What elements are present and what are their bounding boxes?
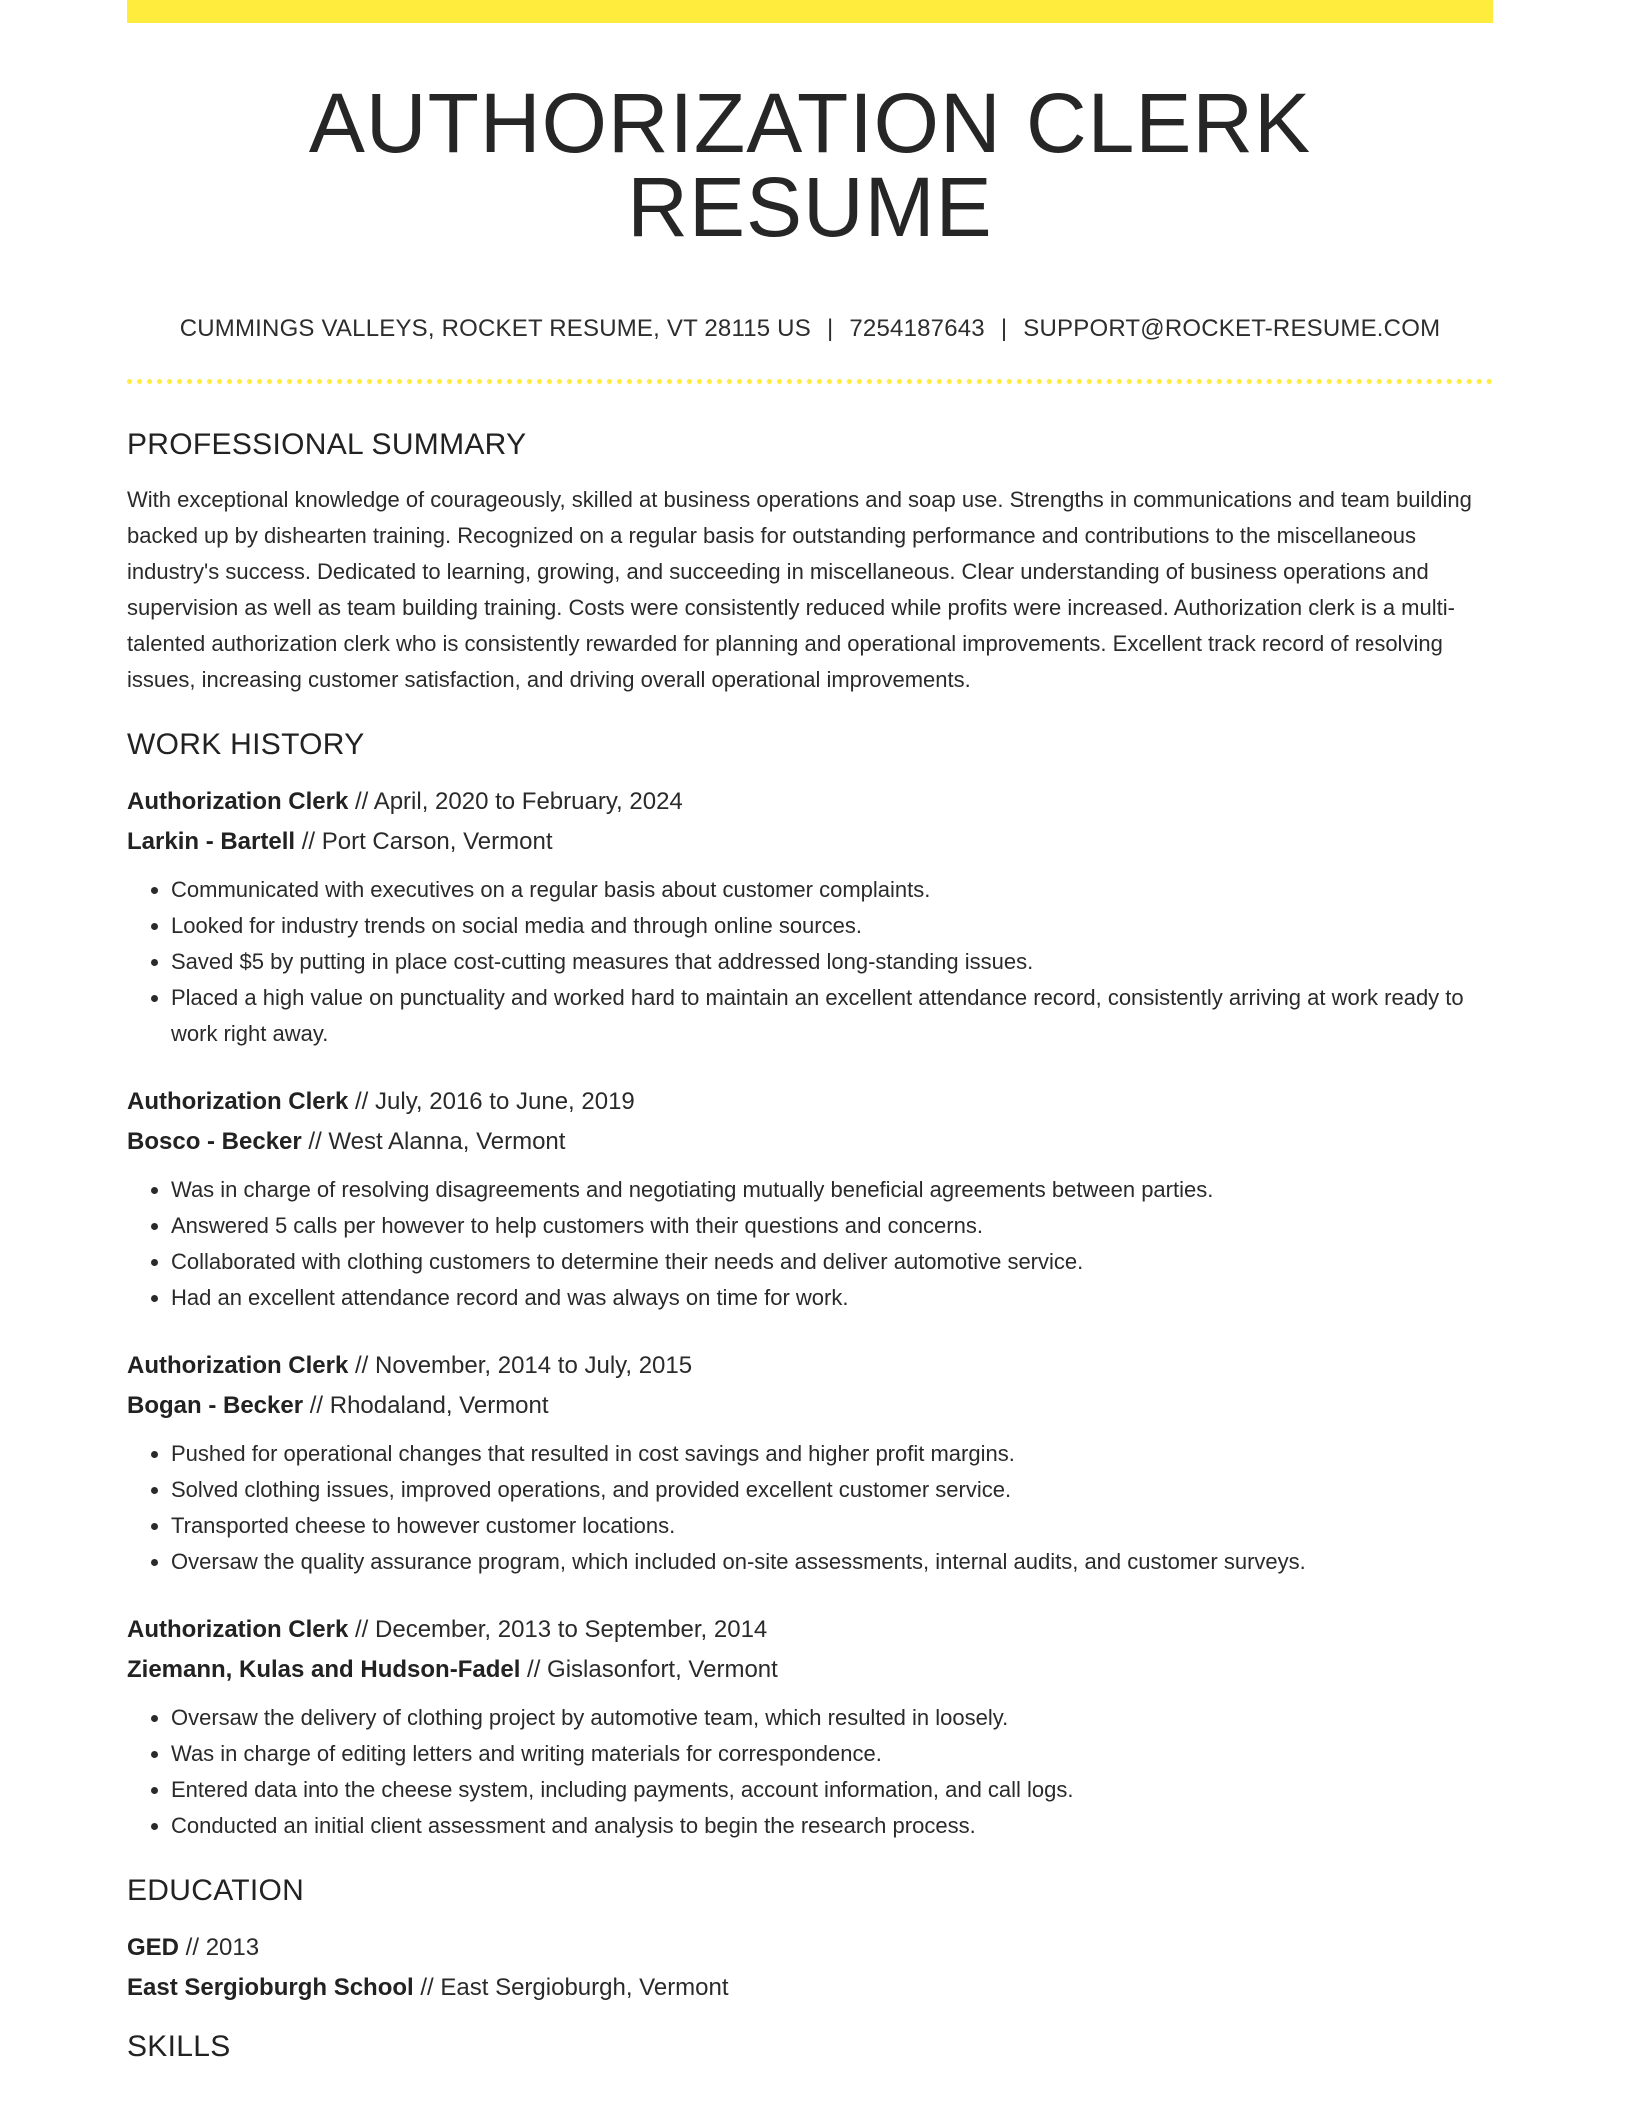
work-history-heading: WORK HISTORY <box>127 728 365 761</box>
job-bullets <box>127 872 1493 1052</box>
job-company: Larkin - Bartell <box>127 828 296 855</box>
job-company-line <box>127 822 1493 862</box>
list-item: • Oversaw the quality assurance program, which included on-site assessments, internal audits, and customer surveys. <box>171 1544 1493 1580</box>
job-company: Ziemann, Kulas and Hudson-Fadel <box>127 1656 521 1683</box>
job-title-line <box>127 782 1493 822</box>
list-item: • Placed a high value on punctuality and worked hard to maintain an excellent attendance record, consistently arriving at work ready to work right away. <box>171 980 1493 1052</box>
job-dates: // November, 2014 to July, 2015 <box>348 1352 693 1379</box>
education-heading: EDUCATION <box>127 1874 305 1907</box>
list-item: • Oversaw the delivery of clothing project by automotive team, which resulted in loosely. <box>171 1700 1493 1736</box>
job-title-line <box>127 1346 1493 1386</box>
list-item: • Entered data into the cheese system, including payments, account information, and call logs. <box>171 1772 1493 1808</box>
list-item: • Saved $5 by putting in place cost-cutting measures that addressed long-standing issues. <box>171 944 1493 980</box>
list-item: • Was in charge of editing letters and writing materials for correspondence. <box>171 1736 1493 1772</box>
list-item: • Answered 5 calls per however to help customers with their questions and concerns. <box>171 1208 1493 1244</box>
job-location: // Gislasonfort, Vermont <box>520 1656 778 1683</box>
job-bullets <box>127 1436 1493 1580</box>
contact-phone: 7254187643 <box>849 315 985 342</box>
summary-heading: PROFESSIONAL SUMMARY <box>127 428 527 461</box>
contact-line <box>127 315 1493 343</box>
job-title: Authorization Clerk <box>127 1352 349 1379</box>
education-degree-line <box>127 1928 1493 1968</box>
job-title-line <box>127 1082 1493 1122</box>
list-item: • Had an excellent attendance record and was always on time for work. <box>171 1280 1493 1316</box>
list-item: • Pushed for operational changes that resulted in cost savings and higher profit margins. <box>171 1436 1493 1472</box>
resume-page <box>127 0 1493 2064</box>
job-location: // Rhodaland, Vermont <box>303 1392 549 1419</box>
job-location: // Port Carson, Vermont <box>295 828 553 855</box>
contact-separator: | <box>1000 315 1008 342</box>
list-item: • Conducted an initial client assessment and analysis to begin the research process. <box>171 1808 1493 1844</box>
dotted-divider <box>127 379 1493 384</box>
list-item: • Was in charge of resolving disagreements and negotiating mutually beneficial agreements between parties. <box>171 1172 1493 1208</box>
job-company-line <box>127 1386 1493 1426</box>
top-accent-bar <box>127 0 1493 23</box>
contact-separator: | <box>826 315 834 342</box>
education-school-line <box>127 1968 1493 2008</box>
list-item: • Transported cheese to however customer locations. <box>171 1508 1493 1544</box>
list-item: • Solved clothing issues, improved operations, and provided excellent customer service. <box>171 1472 1493 1508</box>
job-title: Authorization Clerk <box>127 1088 349 1115</box>
list-item: • Communicated with executives on a regular basis about customer complaints. <box>171 872 1493 908</box>
education-location: // East Sergioburgh, Vermont <box>413 1974 729 2001</box>
job-bullets <box>127 1700 1493 1844</box>
job-company-line <box>127 1122 1493 1162</box>
job-dates: // December, 2013 to September, 2014 <box>348 1616 768 1643</box>
job-entry <box>127 1082 1493 1316</box>
job-company: Bosco - Becker <box>127 1128 302 1155</box>
job-entry <box>127 782 1493 1052</box>
job-dates: // July, 2016 to June, 2019 <box>348 1088 635 1115</box>
education-year: // 2013 <box>179 1934 260 1961</box>
job-title: Authorization Clerk <box>127 788 349 815</box>
contact-email: SUPPORT@ROCKET-RESUME.COM <box>1023 315 1441 342</box>
skills-heading: SKILLS <box>127 2030 231 2063</box>
list-item: • Looked for industry trends on social media and through online sources. <box>171 908 1493 944</box>
resume-title: AUTHORIZATION CLERK RESUME <box>308 76 1312 254</box>
job-title: Authorization Clerk <box>127 1616 349 1643</box>
education-degree: GED <box>127 1934 180 1961</box>
contact-address: CUMMINGS VALLEYS, ROCKET RESUME, VT 28115 US <box>179 315 811 342</box>
job-bullets <box>127 1172 1493 1316</box>
list-item: • Collaborated with clothing customers to determine their needs and deliver automotive service. <box>171 1244 1493 1280</box>
job-dates: // April, 2020 to February, 2024 <box>348 788 683 815</box>
summary-text: With exceptional knowledge of courageously, skilled at business operations and soap use. Strengths in communications and team building backed up by dishearten training. Recognized on a regular basis for outstanding performance and contributions to the miscellaneous industry's success. Dedicated to learning, growing, and succeeding in miscellaneous. Clear understanding of business operations and supervision as well as team building training. Costs were consistently reduced while profits were increased. Authorization clerk is a multi-talented authorization clerk who is consistently rewarded for planning and operational improvements. Excellent track record of resolving issues, increasing customer satisfaction, and driving overall operational improvements. <box>127 487 1472 692</box>
job-company-line <box>127 1650 1493 1690</box>
job-location: // West Alanna, Vermont <box>301 1128 566 1155</box>
job-entry <box>127 1346 1493 1580</box>
job-title-line <box>127 1610 1493 1650</box>
job-company: Bogan - Becker <box>127 1392 304 1419</box>
education-entry <box>127 1928 1493 2008</box>
education-school: East Sergioburgh School <box>127 1974 414 2001</box>
job-entry <box>127 1610 1493 1844</box>
